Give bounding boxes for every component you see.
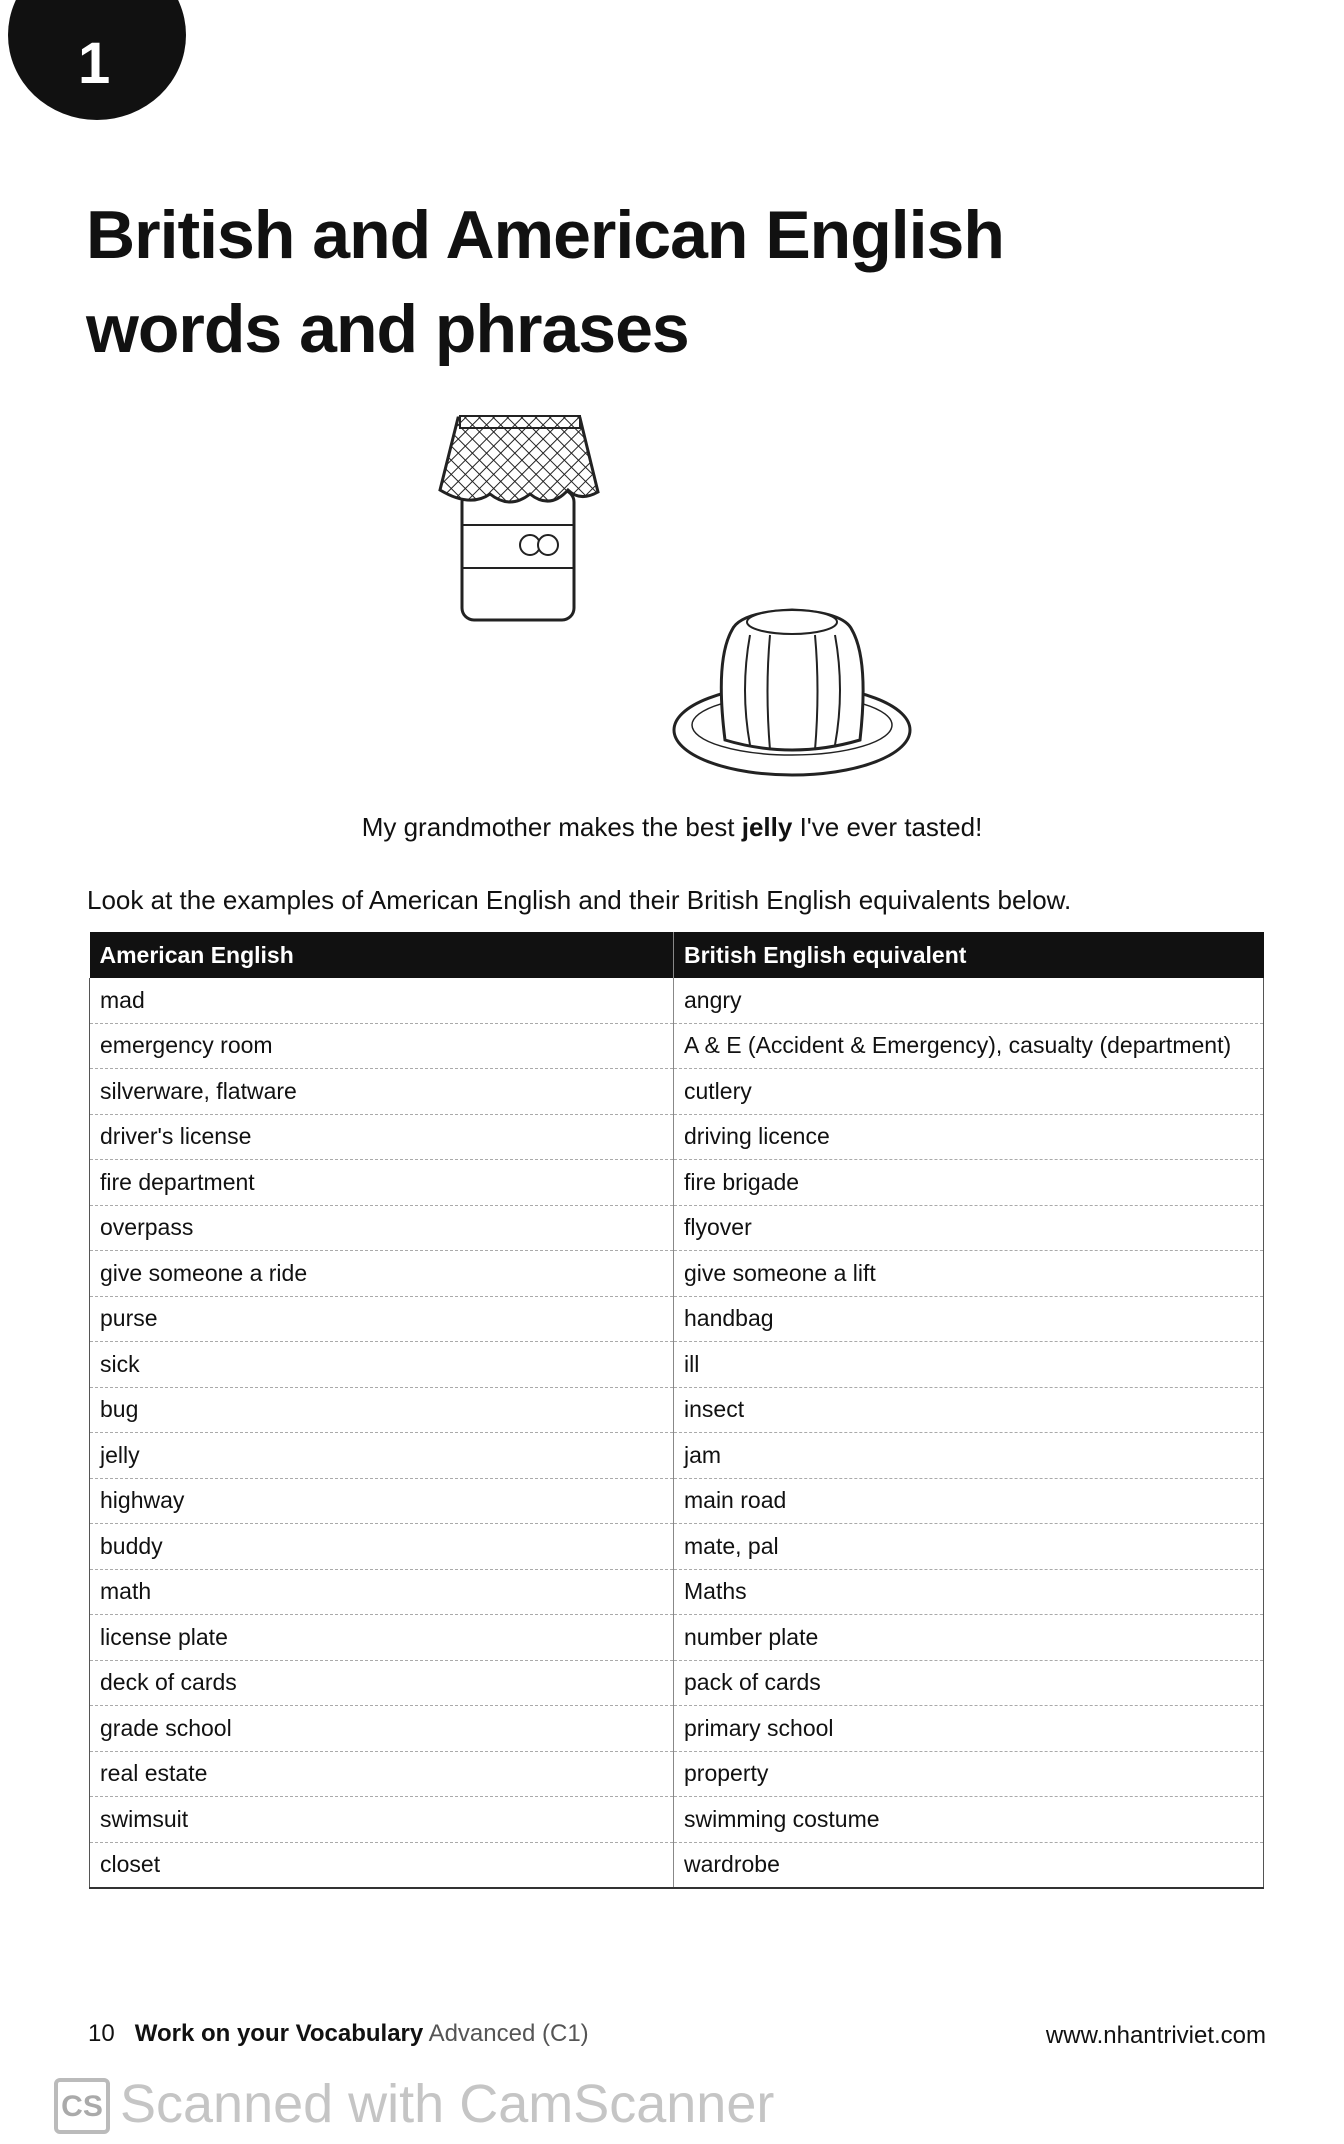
british-term: main road [674, 1478, 1264, 1524]
american-term: silverware, flatware [90, 1069, 674, 1115]
american-term: license plate [90, 1615, 674, 1661]
table-row [90, 1296, 1264, 1342]
american-term: purse [90, 1296, 674, 1342]
table-header-row [90, 932, 1264, 978]
illustration-caption [0, 812, 1344, 843]
caption-bold-word: jelly [741, 812, 793, 842]
british-term: driving licence [674, 1114, 1264, 1160]
website: www.nhantriviet.com [1045, 2022, 1266, 2049]
unit-badge [8, 0, 186, 120]
table-row [90, 1023, 1264, 1069]
table-row [90, 1478, 1264, 1524]
british-term: fire brigade [674, 1160, 1264, 1206]
table-row [90, 978, 1264, 1023]
table-row [90, 1251, 1264, 1297]
unit-number: 1 [78, 31, 111, 96]
american-term: grade school [90, 1706, 674, 1752]
british-term: angry [674, 978, 1264, 1023]
american-term: deck of cards [90, 1660, 674, 1706]
table-row [90, 1569, 1264, 1615]
american-term: give someone a ride [90, 1251, 674, 1297]
table-row [90, 1706, 1264, 1752]
title-line-2: words and phrases [86, 291, 689, 367]
american-term: driver's license [90, 1114, 674, 1160]
instruction-text: Look at the examples of American English and their British English equivalents below. [87, 885, 1072, 915]
table-row [90, 1433, 1264, 1479]
footer-left [88, 2020, 589, 2048]
american-term: buddy [90, 1524, 674, 1570]
american-term: real estate [90, 1751, 674, 1797]
british-term: Maths [674, 1569, 1264, 1615]
vocabulary-table [89, 932, 1264, 1889]
table-row [90, 1342, 1264, 1388]
header-american: American English [90, 932, 674, 978]
watermark-text: Scanned with CamScanner [120, 2074, 775, 2134]
british-term: property [674, 1751, 1264, 1797]
british-term: swimming costume [674, 1797, 1264, 1843]
table-row [90, 1069, 1264, 1115]
table-row [90, 1524, 1264, 1570]
jelly-illustration [670, 600, 915, 785]
caption-text-end: I've ever tasted! [792, 812, 983, 842]
camscanner-logo: CS [54, 2078, 110, 2134]
american-term: jelly [90, 1433, 674, 1479]
american-term: closet [90, 1842, 674, 1888]
caption-text: My grandmother makes the best [361, 812, 742, 842]
british-term: number plate [674, 1615, 1264, 1661]
header-british: British English equivalent [674, 932, 1264, 978]
table-row [90, 1797, 1264, 1843]
table-row [90, 1114, 1264, 1160]
title-line-1: British and American English [86, 197, 1004, 273]
american-term: sick [90, 1342, 674, 1388]
table-row [90, 1615, 1264, 1661]
american-term: overpass [90, 1205, 674, 1251]
british-term: A & E (Accident & Emergency), casualty (department) [674, 1023, 1264, 1069]
american-term: mad [90, 978, 674, 1023]
table-row [90, 1387, 1264, 1433]
british-term: ill [674, 1342, 1264, 1388]
american-term: fire department [90, 1160, 674, 1206]
table-row [90, 1205, 1264, 1251]
page-title [86, 188, 1004, 376]
british-term: flyover [674, 1205, 1264, 1251]
table-row [90, 1751, 1264, 1797]
british-term: wardrobe [674, 1842, 1264, 1888]
american-term: bug [90, 1387, 674, 1433]
table-row [90, 1660, 1264, 1706]
table-row [90, 1160, 1264, 1206]
british-term: handbag [674, 1296, 1264, 1342]
british-term: pack of cards [674, 1660, 1264, 1706]
american-term: swimsuit [90, 1797, 674, 1843]
american-term: highway [90, 1478, 674, 1524]
british-term: mate, pal [674, 1524, 1264, 1570]
table-row [90, 1842, 1264, 1888]
american-term: emergency room [90, 1023, 674, 1069]
british-term: insect [674, 1387, 1264, 1433]
page-number: 10 [88, 2020, 115, 2047]
book-level: Advanced (C1) [428, 2020, 589, 2047]
british-term: give someone a lift [674, 1251, 1264, 1297]
british-term: primary school [674, 1706, 1264, 1752]
american-term: math [90, 1569, 674, 1615]
british-term: cutlery [674, 1069, 1264, 1115]
book-title: Work on your Vocabulary [134, 2020, 424, 2047]
british-term: jam [674, 1433, 1264, 1479]
jam-jar-illustration [430, 410, 610, 630]
